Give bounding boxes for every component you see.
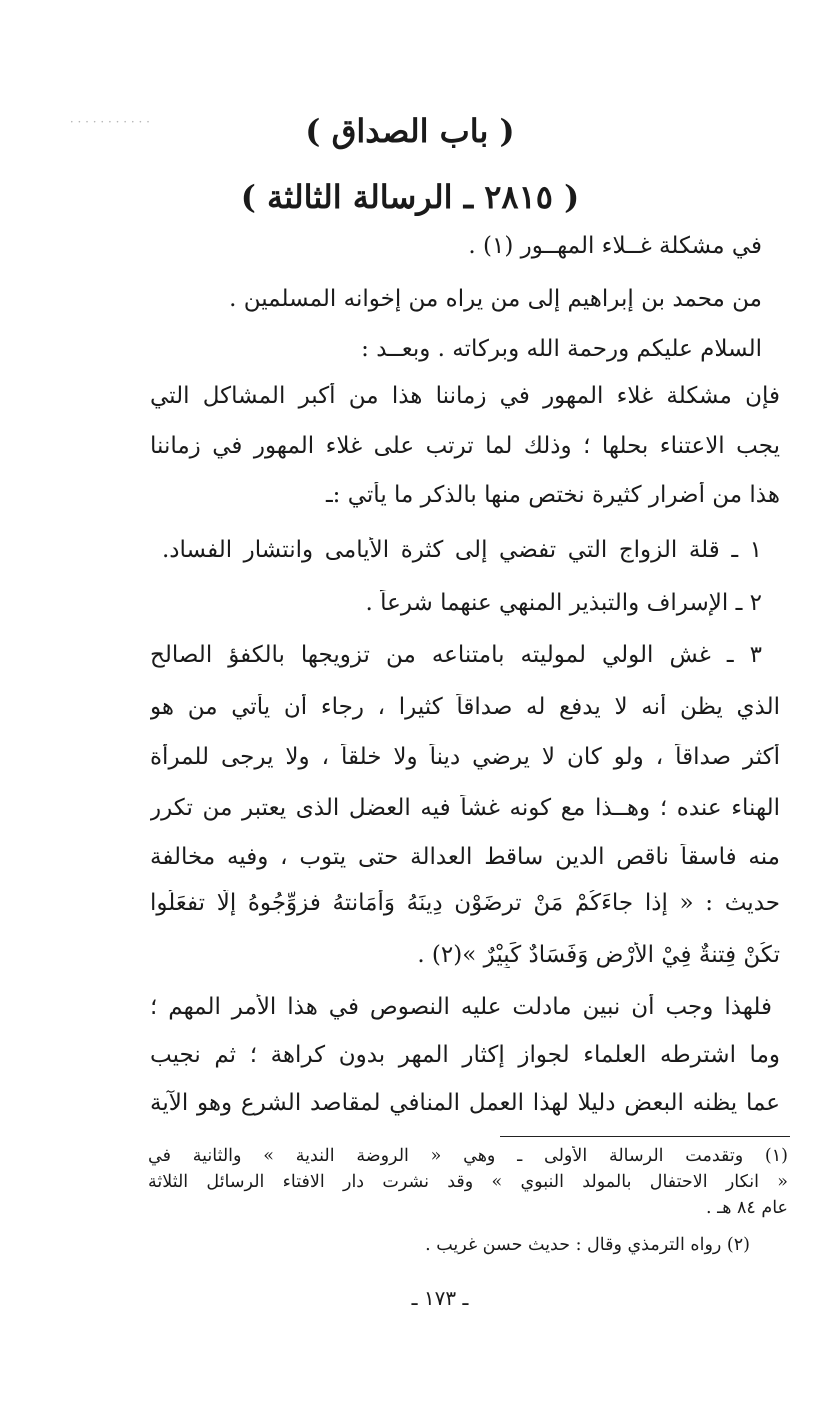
body-line: من محمد بن إبراهيم إلى من يراه من إخوانه المسلمين . [229,286,762,312]
body-line: ١ ـ قلة الزواج التي تفضي إلى كثرة الأيامى وانتشار الفساد. [162,537,762,563]
body-line: فإن مشكلة غلاء المهور في زماننا هذا من أكبر المشاكل التي [150,383,780,409]
body-line: أكثر صداقاً ، ولو كان لا يرضي ديناً ولا خلقاً ، ولا يرجى للمرأة [150,744,780,770]
body-line: هذا من أضرار كثيرة نختص منها بالذكر ما يأتي :ـ [325,482,780,508]
footnote-line: (٢) رواه الترمذي وقال : حديث حسن غريب . [425,1235,750,1255]
body-line: في مشكلة غــلاء المهــور (١) . [468,233,762,259]
body-line: يجب الاعتناء بحلها ؛ وذلك لما ترتب على غلاء المهور في زماننا [150,433,780,459]
footnote-line: « انكار الاحتفال بالمولد النبوي » وقد نشرت دار الافتاء الرسائل الثلاثة [148,1172,788,1192]
hadith-quote-line: تكُنْ فِتنةٌ فِيْ الأَرْضِ وَفَسَادٌ كَبِيْرٌ »(٢) . [417,942,780,968]
body-line: وما اشترطه العلماء لجواز إكثار المهر بدون كراهة ؛ ثم نجيب [150,1042,780,1068]
body-line: فلهذا وجب أن نبين مادلت عليه النصوص في هذا الأمر المهم ؛ [150,994,772,1020]
bleed-through-text: · · · · · · · · · · · [69,115,150,129]
letter-heading: ( ٢٨١٥ ـ الرسالة الثالثة ) [240,178,580,216]
footnote-line: عام ٨٤ هـ . [705,1198,788,1218]
footnote-divider [500,1136,790,1137]
body-line: الذي يظن أنه لا يدفع له صداقاً كثيرا ، رجاء أن يأتي من هو [150,694,780,720]
body-line: منه فاسقاً ناقص الدين ساقط العدالة حتى يتوب ، وفيه مخالفة [150,844,780,870]
hadith-quote-line: حديث : « إذا جاءَكُمْ مَنْ ترضَوْن دِينَهُ وَأَمَانتهُ فزوِّجُوهُ إِلَّا تفعَلُوا [150,890,780,916]
chapter-heading: ( باب الصداق ) [305,112,515,150]
body-line: ٢ ـ الإسراف والتبذير المنهي عنهما شرعاً . [365,590,762,616]
body-line: الهناء عنده ؛ وهــذا مع كونه غشاً فيه العضل الذى يعتبر من تكرر [150,795,780,821]
footnote-line: (١) وتقدمت الرسالة الأولى ـ وهي « الروضة الندية » والثانية في [148,1146,788,1166]
body-line: ٣ ـ غش الولي لموليته بامتناعه من تزويجها بالكفؤ الصالح [150,642,762,668]
page-number: ـ ١٧٣ ـ [411,1286,469,1310]
body-line: السلام عليكم ورحمة الله وبركاته . وبعــد : [361,336,762,362]
body-line: عما يظنه البعض دليلا لهذا العمل المنافي لمقاصد الشرع وهو الآية [150,1090,780,1116]
